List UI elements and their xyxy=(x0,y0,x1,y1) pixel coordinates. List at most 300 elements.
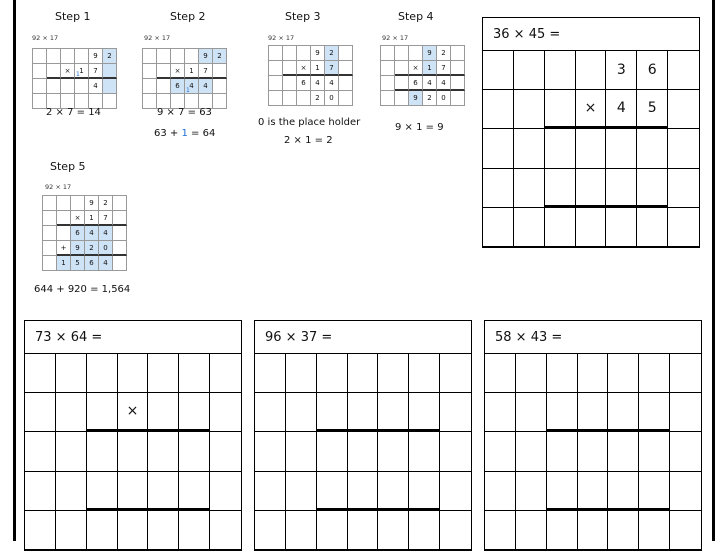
grid-cell xyxy=(171,49,185,64)
answer-cell[interactable] xyxy=(639,511,670,550)
grid-cell xyxy=(43,256,57,271)
grid-cell: 9 xyxy=(85,196,99,211)
grid-cell: 0 xyxy=(325,91,339,106)
grid-cell xyxy=(75,49,89,64)
grid-cell: 4 xyxy=(89,79,103,94)
grid-cell: 2 xyxy=(85,241,99,256)
grid-cell: 4 xyxy=(325,76,339,91)
grid-cell: 5 xyxy=(71,256,85,271)
problem-text: 36 × 45 = xyxy=(493,26,561,42)
grid-cell: 7 xyxy=(325,61,339,76)
grid-cell xyxy=(143,49,157,64)
answer-cell[interactable] xyxy=(179,432,210,471)
step-title: Step 5 xyxy=(50,160,86,173)
grid-cell xyxy=(395,91,409,106)
grid-cell xyxy=(381,91,395,106)
grid-cell xyxy=(283,91,297,106)
answer-cell[interactable] xyxy=(348,393,379,432)
answer-cell[interactable] xyxy=(547,354,578,393)
answer-cell[interactable] xyxy=(608,393,639,432)
answer-cell[interactable] xyxy=(348,354,379,393)
grid-cell xyxy=(43,196,57,211)
answer-cell[interactable] xyxy=(440,432,471,471)
grid-cell xyxy=(269,91,283,106)
answer-cell[interactable] xyxy=(25,432,56,471)
grid-cell: 6 xyxy=(85,256,99,271)
grid-cell: 0 xyxy=(99,241,113,256)
answer-cell[interactable] xyxy=(545,51,576,90)
grid-cell xyxy=(381,46,395,61)
grid-cell: 4 xyxy=(437,76,451,91)
grid-cell xyxy=(157,49,171,64)
grid-cell xyxy=(213,94,227,109)
step-problem-label: 92 × 17 xyxy=(45,183,72,191)
step-caption: 2 × 1 = 2 xyxy=(284,135,333,146)
grid-cell xyxy=(269,76,283,91)
answer-cell[interactable]: × xyxy=(576,90,607,129)
grid-cell: 1 xyxy=(85,211,99,226)
grid-cell xyxy=(33,79,47,94)
answer-cell[interactable] xyxy=(148,472,179,511)
grid-cell: 4 xyxy=(99,256,113,271)
grid-cell: 7 xyxy=(89,64,103,79)
grid-cell: 4 xyxy=(311,76,325,91)
answer-cell[interactable] xyxy=(668,51,699,90)
grid-cell xyxy=(103,64,117,79)
answer-cell[interactable] xyxy=(668,208,699,247)
answer-cell[interactable] xyxy=(514,90,545,129)
answer-cell[interactable] xyxy=(56,432,87,471)
step-caption: 9 × 7 = 63 xyxy=(157,107,212,118)
worksheet-box-36x45 xyxy=(482,17,700,248)
grid-cell: 1 xyxy=(57,256,71,271)
step-caption: 2 × 7 = 14 xyxy=(46,107,101,118)
answer-cell[interactable] xyxy=(637,208,668,247)
grid-cell: 7 xyxy=(437,61,451,76)
step-caption: 644 + 920 = 1,564 xyxy=(34,284,131,295)
worksheet-box-73x64 xyxy=(24,320,242,551)
answer-cell[interactable] xyxy=(639,393,670,432)
grid-cell xyxy=(75,79,89,94)
answer-cell[interactable] xyxy=(317,472,348,511)
problem-header xyxy=(483,18,699,51)
answer-cell[interactable] xyxy=(639,354,670,393)
grid-cell xyxy=(57,226,71,241)
answer-cell[interactable] xyxy=(514,169,545,208)
answer-cell[interactable] xyxy=(545,90,576,129)
page-border-left xyxy=(13,0,16,541)
answer-grid[interactable] xyxy=(485,354,701,550)
grid-cell: 6 xyxy=(71,226,85,241)
answer-cell[interactable] xyxy=(578,354,609,393)
answer-cell[interactable] xyxy=(87,432,118,471)
answer-cell[interactable] xyxy=(547,432,578,471)
answer-cell[interactable] xyxy=(576,129,607,168)
answer-cell[interactable] xyxy=(670,354,701,393)
problem-header xyxy=(25,321,241,354)
grid-cell xyxy=(213,79,227,94)
answer-cell[interactable] xyxy=(608,511,639,550)
grid-cell xyxy=(113,241,127,256)
step-grid xyxy=(142,48,227,109)
answer-grid[interactable] xyxy=(483,51,699,247)
grid-cell xyxy=(409,46,423,61)
answer-cell[interactable] xyxy=(56,472,87,511)
answer-cell[interactable] xyxy=(348,472,379,511)
grid-cell xyxy=(339,76,353,91)
answer-cell[interactable] xyxy=(378,511,409,550)
answer-cell[interactable] xyxy=(485,354,516,393)
grid-cell xyxy=(61,49,75,64)
answer-cell[interactable]: × xyxy=(118,393,149,432)
answer-cell[interactable] xyxy=(286,393,317,432)
answer-cell[interactable] xyxy=(210,511,241,550)
answer-cell[interactable] xyxy=(118,354,149,393)
answer-cell[interactable] xyxy=(483,208,514,247)
answer-cell[interactable] xyxy=(286,354,317,393)
answer-cell[interactable] xyxy=(578,472,609,511)
answer-cell[interactable] xyxy=(485,393,516,432)
grid-cell: 6 xyxy=(171,79,185,94)
grid-cell: × xyxy=(71,211,85,226)
grid-cell: + xyxy=(57,241,71,256)
answer-cell[interactable] xyxy=(578,432,609,471)
grid-cell xyxy=(283,46,297,61)
grid-cell xyxy=(269,46,283,61)
answer-cell[interactable] xyxy=(606,129,637,168)
grid-cell: × xyxy=(171,64,185,79)
answer-cell[interactable] xyxy=(378,472,409,511)
worksheet-box-96x37 xyxy=(254,320,472,551)
answer-cell[interactable] xyxy=(668,90,699,129)
answer-cell[interactable] xyxy=(179,472,210,511)
answer-cell[interactable] xyxy=(118,511,149,550)
grid-cell: × xyxy=(297,61,311,76)
answer-cell[interactable] xyxy=(348,511,379,550)
answer-cell[interactable] xyxy=(378,393,409,432)
answer-cell[interactable] xyxy=(514,51,545,90)
answer-cell[interactable] xyxy=(210,432,241,471)
answer-cell[interactable] xyxy=(670,432,701,471)
answer-cell[interactable] xyxy=(639,472,670,511)
answer-cell[interactable] xyxy=(56,354,87,393)
grid-cell: 9 xyxy=(89,49,103,64)
answer-cell[interactable] xyxy=(179,354,210,393)
grid-cell xyxy=(33,64,47,79)
grid-cell: 7 xyxy=(199,64,213,79)
answer-cell[interactable] xyxy=(56,511,87,550)
carry-digit: 1 xyxy=(76,71,80,78)
problem-header xyxy=(255,321,471,354)
answer-cell[interactable] xyxy=(25,354,56,393)
answer-cell[interactable] xyxy=(118,432,149,471)
grid-cell xyxy=(143,64,157,79)
answer-cell[interactable] xyxy=(545,129,576,168)
answer-cell[interactable] xyxy=(576,208,607,247)
grid-cell: 2 xyxy=(437,46,451,61)
answer-cell[interactable] xyxy=(87,393,118,432)
grid-cell: 1 1 xyxy=(75,64,89,79)
grid-cell: 6 xyxy=(409,76,423,91)
answer-cell[interactable] xyxy=(637,129,668,168)
answer-cell[interactable] xyxy=(179,511,210,550)
answer-cell[interactable]: 5 xyxy=(637,90,668,129)
answer-cell[interactable] xyxy=(286,472,317,511)
answer-cell[interactable] xyxy=(409,472,440,511)
grid-cell: 2 xyxy=(311,91,325,106)
answer-grid[interactable] xyxy=(25,354,241,550)
answer-cell[interactable] xyxy=(483,51,514,90)
grid-cell xyxy=(395,46,409,61)
step-problem-label: 92 × 17 xyxy=(268,34,295,42)
answer-cell[interactable] xyxy=(317,393,348,432)
answer-cell[interactable] xyxy=(547,511,578,550)
answer-cell[interactable] xyxy=(255,432,286,471)
grid-cell: × xyxy=(409,61,423,76)
answer-grid[interactable] xyxy=(255,354,471,550)
answer-cell[interactable] xyxy=(516,432,547,471)
grid-cell xyxy=(47,79,61,94)
grid-cell: 1 xyxy=(423,61,437,76)
grid-cell xyxy=(113,211,127,226)
grid-cell: 4 xyxy=(85,226,99,241)
grid-cell xyxy=(451,61,465,76)
grid-cell: 9 xyxy=(409,91,423,106)
answer-cell[interactable] xyxy=(608,432,639,471)
grid-cell: 2 xyxy=(423,91,437,106)
step-grid xyxy=(42,195,127,271)
answer-cell[interactable] xyxy=(545,208,576,247)
step-caption: 0 is the place holder xyxy=(258,117,361,128)
answer-cell[interactable] xyxy=(670,511,701,550)
grid-cell: 9 xyxy=(311,46,325,61)
grid-cell xyxy=(339,91,353,106)
answer-cell[interactable] xyxy=(578,511,609,550)
step-problem-label: 92 × 17 xyxy=(144,34,171,42)
grid-cell xyxy=(297,91,311,106)
grid-cell: 2 xyxy=(103,49,117,64)
answer-cell[interactable] xyxy=(378,354,409,393)
grid-cell xyxy=(381,76,395,91)
answer-cell[interactable] xyxy=(670,472,701,511)
answer-cell[interactable] xyxy=(25,472,56,511)
answer-cell[interactable] xyxy=(255,354,286,393)
grid-cell xyxy=(103,94,117,109)
grid-cell xyxy=(339,61,353,76)
grid-cell xyxy=(213,64,227,79)
grid-cell: 6 xyxy=(297,76,311,91)
grid-cell xyxy=(43,226,57,241)
answer-cell[interactable] xyxy=(514,129,545,168)
answer-cell[interactable] xyxy=(576,51,607,90)
carry-digit: 1 xyxy=(186,87,190,94)
answer-cell[interactable] xyxy=(608,354,639,393)
answer-cell[interactable] xyxy=(179,393,210,432)
answer-cell[interactable] xyxy=(440,354,471,393)
grid-cell xyxy=(113,226,127,241)
answer-cell[interactable] xyxy=(670,393,701,432)
grid-cell: × xyxy=(61,64,75,79)
grid-cell: 4 xyxy=(423,76,437,91)
answer-cell[interactable] xyxy=(210,354,241,393)
answer-cell[interactable] xyxy=(483,129,514,168)
step-caption: 9 × 1 = 9 xyxy=(395,122,444,133)
grid-cell xyxy=(57,211,71,226)
answer-cell[interactable] xyxy=(516,393,547,432)
answer-cell[interactable] xyxy=(255,472,286,511)
answer-cell[interactable]: 3 xyxy=(606,51,637,90)
grid-cell: 2 xyxy=(99,196,113,211)
answer-cell[interactable] xyxy=(485,432,516,471)
answer-cell[interactable]: 4 xyxy=(606,90,637,129)
grid-cell xyxy=(283,61,297,76)
problem-text: 58 × 43 = xyxy=(495,329,563,345)
answer-cell[interactable] xyxy=(440,511,471,550)
grid-cell: 9 xyxy=(423,46,437,61)
step-title: Step 4 xyxy=(398,10,434,23)
answer-cell[interactable] xyxy=(210,472,241,511)
step-title: Step 3 xyxy=(285,10,321,23)
answer-cell[interactable] xyxy=(378,432,409,471)
grid-cell: 2 xyxy=(325,46,339,61)
answer-cell[interactable] xyxy=(516,472,547,511)
page-border-right xyxy=(712,0,715,541)
grid-cell xyxy=(395,76,409,91)
answer-cell[interactable] xyxy=(608,472,639,511)
answer-cell[interactable] xyxy=(255,511,286,550)
grid-cell xyxy=(381,61,395,76)
answer-cell[interactable] xyxy=(545,169,576,208)
step-problem-label: 92 × 17 xyxy=(32,34,59,42)
answer-cell[interactable] xyxy=(348,432,379,471)
answer-cell[interactable] xyxy=(56,393,87,432)
answer-cell[interactable]: 6 xyxy=(637,51,668,90)
grid-cell xyxy=(185,49,199,64)
answer-cell[interactable] xyxy=(440,472,471,511)
answer-cell[interactable] xyxy=(409,511,440,550)
answer-cell[interactable] xyxy=(606,208,637,247)
problem-text: 73 × 64 = xyxy=(35,329,103,345)
answer-cell[interactable] xyxy=(25,511,56,550)
grid-cell: 9 xyxy=(199,49,213,64)
answer-cell[interactable] xyxy=(148,432,179,471)
grid-cell xyxy=(143,94,157,109)
answer-cell[interactable] xyxy=(148,393,179,432)
step-title: Step 1 xyxy=(55,10,91,23)
answer-cell[interactable] xyxy=(25,393,56,432)
answer-cell[interactable] xyxy=(317,511,348,550)
answer-cell[interactable] xyxy=(576,169,607,208)
answer-cell[interactable] xyxy=(409,354,440,393)
step-grid xyxy=(268,45,353,106)
answer-cell[interactable] xyxy=(668,169,699,208)
answer-cell[interactable] xyxy=(485,511,516,550)
grid-cell xyxy=(33,49,47,64)
answer-cell[interactable] xyxy=(483,90,514,129)
grid-cell: 7 xyxy=(99,211,113,226)
answer-cell[interactable] xyxy=(485,472,516,511)
grid-cell xyxy=(57,196,71,211)
answer-cell[interactable] xyxy=(286,432,317,471)
worksheet-box-58x43 xyxy=(484,320,702,551)
grid-cell xyxy=(339,46,353,61)
grid-cell: 4 xyxy=(199,79,213,94)
answer-cell[interactable] xyxy=(514,208,545,247)
answer-cell[interactable] xyxy=(668,129,699,168)
grid-cell xyxy=(269,61,283,76)
grid-cell xyxy=(33,94,47,109)
problem-header xyxy=(485,321,701,354)
answer-cell[interactable] xyxy=(639,432,670,471)
answer-cell[interactable] xyxy=(516,354,547,393)
grid-cell xyxy=(47,64,61,79)
grid-cell: 2 xyxy=(213,49,227,64)
grid-cell: 1 xyxy=(311,61,325,76)
answer-cell[interactable] xyxy=(118,472,149,511)
grid-cell: 4 1 xyxy=(185,79,199,94)
grid-cell xyxy=(451,46,465,61)
grid-cell xyxy=(143,79,157,94)
grid-cell xyxy=(157,64,171,79)
answer-cell[interactable] xyxy=(409,393,440,432)
grid-cell xyxy=(157,79,171,94)
step-problem-label: 92 × 17 xyxy=(382,34,409,42)
grid-cell xyxy=(71,196,85,211)
answer-cell[interactable] xyxy=(440,393,471,432)
answer-cell[interactable] xyxy=(578,393,609,432)
grid-cell xyxy=(113,196,127,211)
answer-cell[interactable] xyxy=(286,511,317,550)
grid-cell: 4 xyxy=(99,226,113,241)
answer-cell[interactable] xyxy=(606,169,637,208)
answer-cell[interactable] xyxy=(87,511,118,550)
answer-cell[interactable] xyxy=(547,393,578,432)
grid-cell xyxy=(43,211,57,226)
step-title: Step 2 xyxy=(170,10,206,23)
grid-cell: 1 xyxy=(185,64,199,79)
grid-cell xyxy=(451,91,465,106)
problem-text: 96 × 37 = xyxy=(265,329,333,345)
grid-cell xyxy=(395,61,409,76)
grid-cell xyxy=(297,46,311,61)
answer-cell[interactable] xyxy=(547,472,578,511)
step-grid xyxy=(32,48,117,109)
grid-cell xyxy=(113,256,127,271)
answer-cell[interactable] xyxy=(483,169,514,208)
step-grid xyxy=(380,45,465,106)
answer-cell[interactable] xyxy=(516,511,547,550)
answer-cell[interactable] xyxy=(87,354,118,393)
grid-cell xyxy=(47,49,61,64)
grid-cell: 0 xyxy=(437,91,451,106)
answer-cell[interactable] xyxy=(317,354,348,393)
grid-cell xyxy=(283,76,297,91)
step-caption: 63 + 1 = 64 xyxy=(154,128,216,139)
grid-cell xyxy=(451,76,465,91)
grid-cell xyxy=(61,79,75,94)
answer-cell[interactable] xyxy=(148,354,179,393)
answer-cell[interactable] xyxy=(148,511,179,550)
answer-cell[interactable] xyxy=(409,432,440,471)
answer-cell[interactable] xyxy=(637,169,668,208)
grid-cell xyxy=(103,79,117,94)
answer-cell[interactable] xyxy=(317,432,348,471)
answer-cell[interactable] xyxy=(210,393,241,432)
grid-cell: 9 xyxy=(71,241,85,256)
grid-cell xyxy=(43,241,57,256)
answer-cell[interactable] xyxy=(255,393,286,432)
answer-cell[interactable] xyxy=(87,472,118,511)
